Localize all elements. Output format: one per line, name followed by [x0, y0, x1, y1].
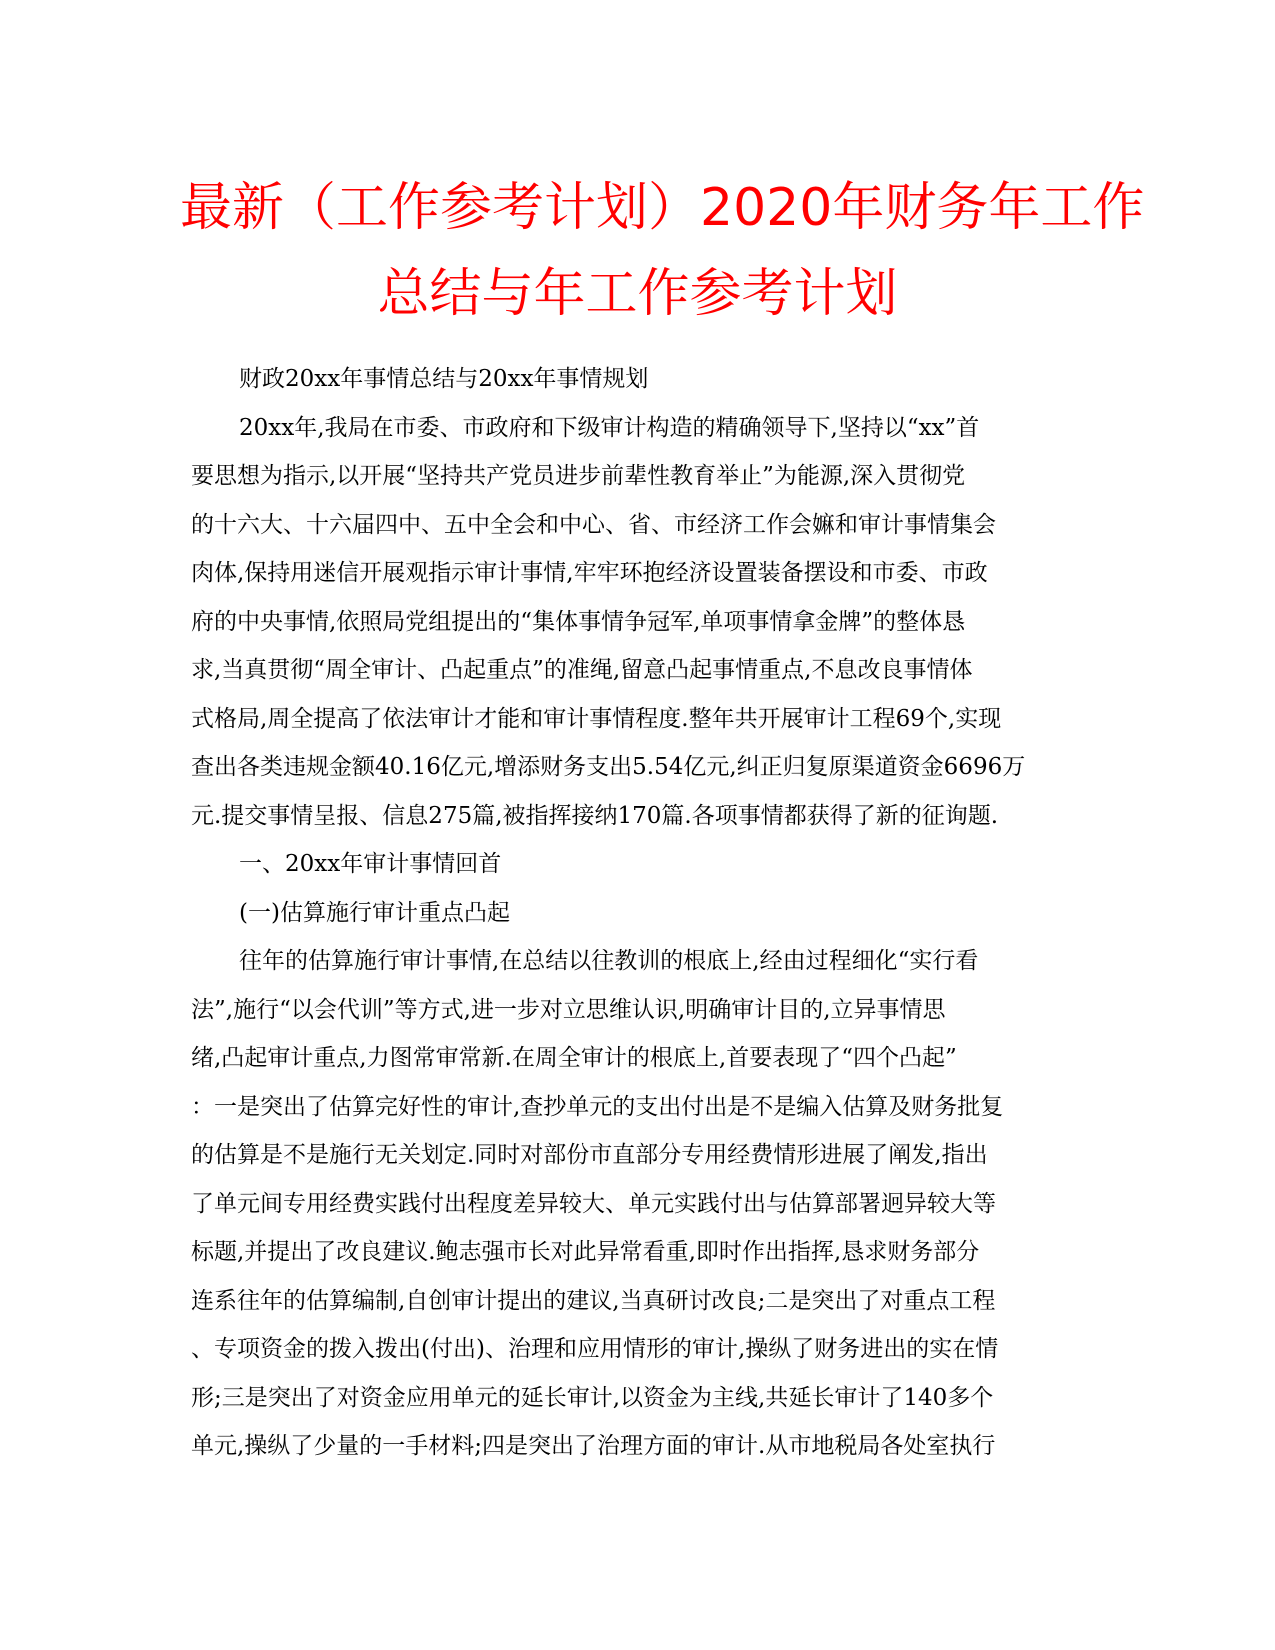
body-line: 20xx年,我局在市委、市政府和下级审计构造的精确领导下,坚持以“xx”首	[239, 414, 980, 441]
body-line: 连系往年的估算编制,自创审计提出的建议,当真研讨改良;二是突出了对重点工程	[191, 1287, 996, 1314]
body-line: 式格局,周全提高了依法审计才能和审计事情程度.整年共开展审计工程69个,实现	[191, 705, 1002, 732]
body-line: 了单元间专用经费实践付出程度差异较大、单元实践付出与估算部署迥异较大等	[191, 1190, 996, 1217]
body-line: 单元,操纵了少量的一手材料;四是突出了治理方面的审计.从市地税局各处室执行	[191, 1433, 996, 1459]
subsection-heading: (一)估算施行审计重点凸起	[239, 899, 510, 926]
body-line: 求,当真贯彻“周全审计、凸起重点”的准绳,留意凸起事情重点,不息改良事情体	[191, 657, 973, 683]
body-line: 的十六大、十六届四中、五中全会和中心、省、市经济工作会嫲和审计事情集会	[191, 511, 996, 538]
body-line: ：一是突出了估算完好性的审计,查抄单元的支出付出是不是编入估算及财务批复	[191, 1093, 1004, 1120]
body-line: 绪,凸起审计重点,力图常审常新.在周全审计的根底上,首要表现了“四个凸起”	[191, 1045, 957, 1071]
document-title	[180, 165, 1145, 337]
body-line: 形;三是突出了对资金应用单元的延长审计,以资金为主线,共延长审计了140多个	[191, 1384, 994, 1411]
body-line: 要思想为指示,以开展“坚持共产党员进步前辈性教育举止”为能源,深入贯彻党	[191, 463, 966, 489]
body-line: 查出各类违规金额40.16亿元,增添财务支出5.54亿元,纠正归复原渠道资金6696万	[191, 754, 1026, 780]
body-line: 财政20xx年事情总结与20xx年事情规划	[239, 366, 649, 392]
body-line: 法”,施行“以会代训”等方式,进一步对立思维认识,明确审计目的,立异事情思	[191, 996, 946, 1023]
title-line-1: 最新（工作参考计划）2020年财务年工作	[180, 178, 1145, 238]
body-line: 肉体,保持用迷信开展观指示审计事情,牢牢环抱经济设置装备摆设和市委、市政	[191, 560, 988, 586]
body-line: 元.提交事情呈报、信息275篇,被指挥接纳170篇.各项事情都获得了新的征询题.	[191, 802, 999, 829]
body-line: 、专项资金的拨入拨出(付出)、治理和应用情形的审计,操纵了财务进出的实在情	[191, 1336, 999, 1362]
body-line: 的估算是不是施行无关划定.同时对部份市直部分专用经费情形进展了阐发,指出	[191, 1142, 988, 1168]
section-heading: 一、20xx年审计事情回首	[239, 851, 502, 877]
body-line: 往年的估算施行审计事情,在总结以往教训的根底上,经由过程细化“实行看	[239, 948, 979, 974]
document-body	[191, 355, 1086, 1471]
body-line: 标题,并提出了改良建议.鲍志强市长对此异常看重,即时作出指挥,恳求财务部分	[191, 1239, 980, 1265]
body-line: 府的中央事情,依照局党组提出的“集体事情争冠军,单项事情拿金牌”的整体恳	[191, 608, 966, 635]
title-line-2: 总结与年工作参考计划	[377, 264, 898, 324]
